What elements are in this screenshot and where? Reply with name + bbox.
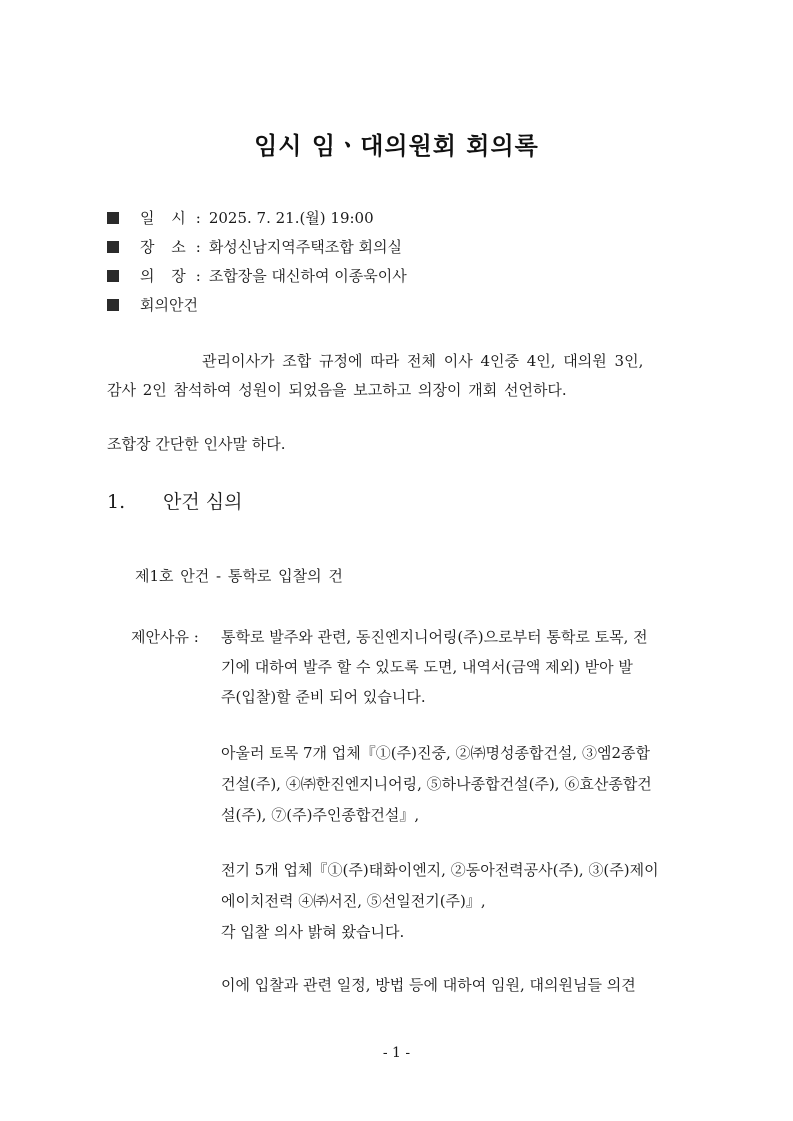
civil-bidders-paragraph <box>221 738 721 831</box>
proposal-reason-label: 제안사유 : <box>131 628 199 646</box>
text-line: 기에 대하여 발주 할 수 있도록 도면, 내역서(금액 제외) 받아 발 <box>221 658 633 676</box>
info-value-datetime: 2025. 7. 21.(월) 19:00 <box>208 209 374 227</box>
text-line: 아울러 토목 7개 업체『①(주)진중, ②㈜명성종합건설, ③엠2종합 <box>221 744 650 762</box>
section-number: 1. <box>107 491 126 513</box>
text-line: 건설(주), ④㈜한진엔지니어링, ⑤하나종합건설(주), ⑥효산종합건 <box>221 775 652 793</box>
info-row-place <box>107 232 407 261</box>
info-key-datetime: 일 시 <box>140 209 192 227</box>
text-line: 설(주), ⑦(주)주인종합건설』, <box>221 806 420 824</box>
info-value-place: 화성신남지역주택조합 회의실 <box>208 238 402 256</box>
info-row-agenda <box>107 290 407 319</box>
bullet-square-icon <box>107 270 119 282</box>
text-line: 에이치전력 ④㈜서진, ⑤선일전기(주)』, <box>221 892 486 910</box>
proposal-reason-body <box>221 622 721 712</box>
section-title: 안건 심의 <box>163 491 243 513</box>
info-separator: : <box>195 237 201 256</box>
document-title: 임시 임ㆍ대의원회 회의록 <box>254 132 539 160</box>
opening-line: 관리이사가 조합 규정에 따라 전체 이사 4인중 4인, 대의원 3인, <box>202 352 644 370</box>
info-separator: : <box>195 208 201 227</box>
section-heading <box>107 487 243 517</box>
info-key-chair: 의 장 <box>140 267 192 285</box>
opening-paragraph <box>107 347 719 405</box>
info-row-chair <box>107 261 407 290</box>
text-line: 전기 5개 업체『①(주)태화이엔지, ②동아전력공사(주), ③(주)제이 <box>221 861 659 879</box>
text-line: 각 입찰 의사 밝혀 왔습니다. <box>221 923 405 941</box>
info-key-agenda: 회의안건 <box>140 296 198 314</box>
closing-paragraph <box>221 970 721 1001</box>
text-line: 주(입찰)할 준비 되어 있습니다. <box>221 688 426 706</box>
meeting-info-list <box>107 203 407 319</box>
opening-line: 감사 2인 참석하여 성원이 되었음을 보고하고 의장이 개회 선언하다. <box>107 381 567 399</box>
info-separator: : <box>195 266 201 285</box>
agenda-item-title: 제1호 안건 - 통학로 입찰의 건 <box>135 567 343 585</box>
electric-bidders-paragraph <box>221 855 721 948</box>
info-value-chair: 조합장을 대신하여 이종욱이사 <box>208 267 407 285</box>
text-line: 이에 입찰과 관련 일정, 방법 등에 대하여 임원, 대의원님들 의견 <box>221 976 636 994</box>
page-number: - 1 - <box>382 1045 411 1061</box>
bullet-square-icon <box>107 241 119 253</box>
info-key-place: 장 소 <box>140 238 192 256</box>
text-line: 통학로 발주와 관련, 동진엔지니어링(주)으로부터 통학로 토목, 전 <box>221 628 648 646</box>
bullet-square-icon <box>107 212 119 224</box>
info-row-datetime <box>107 203 407 232</box>
greeting-text: 조합장 간단한 인사말 하다. <box>107 435 286 453</box>
bullet-square-icon <box>107 299 119 311</box>
